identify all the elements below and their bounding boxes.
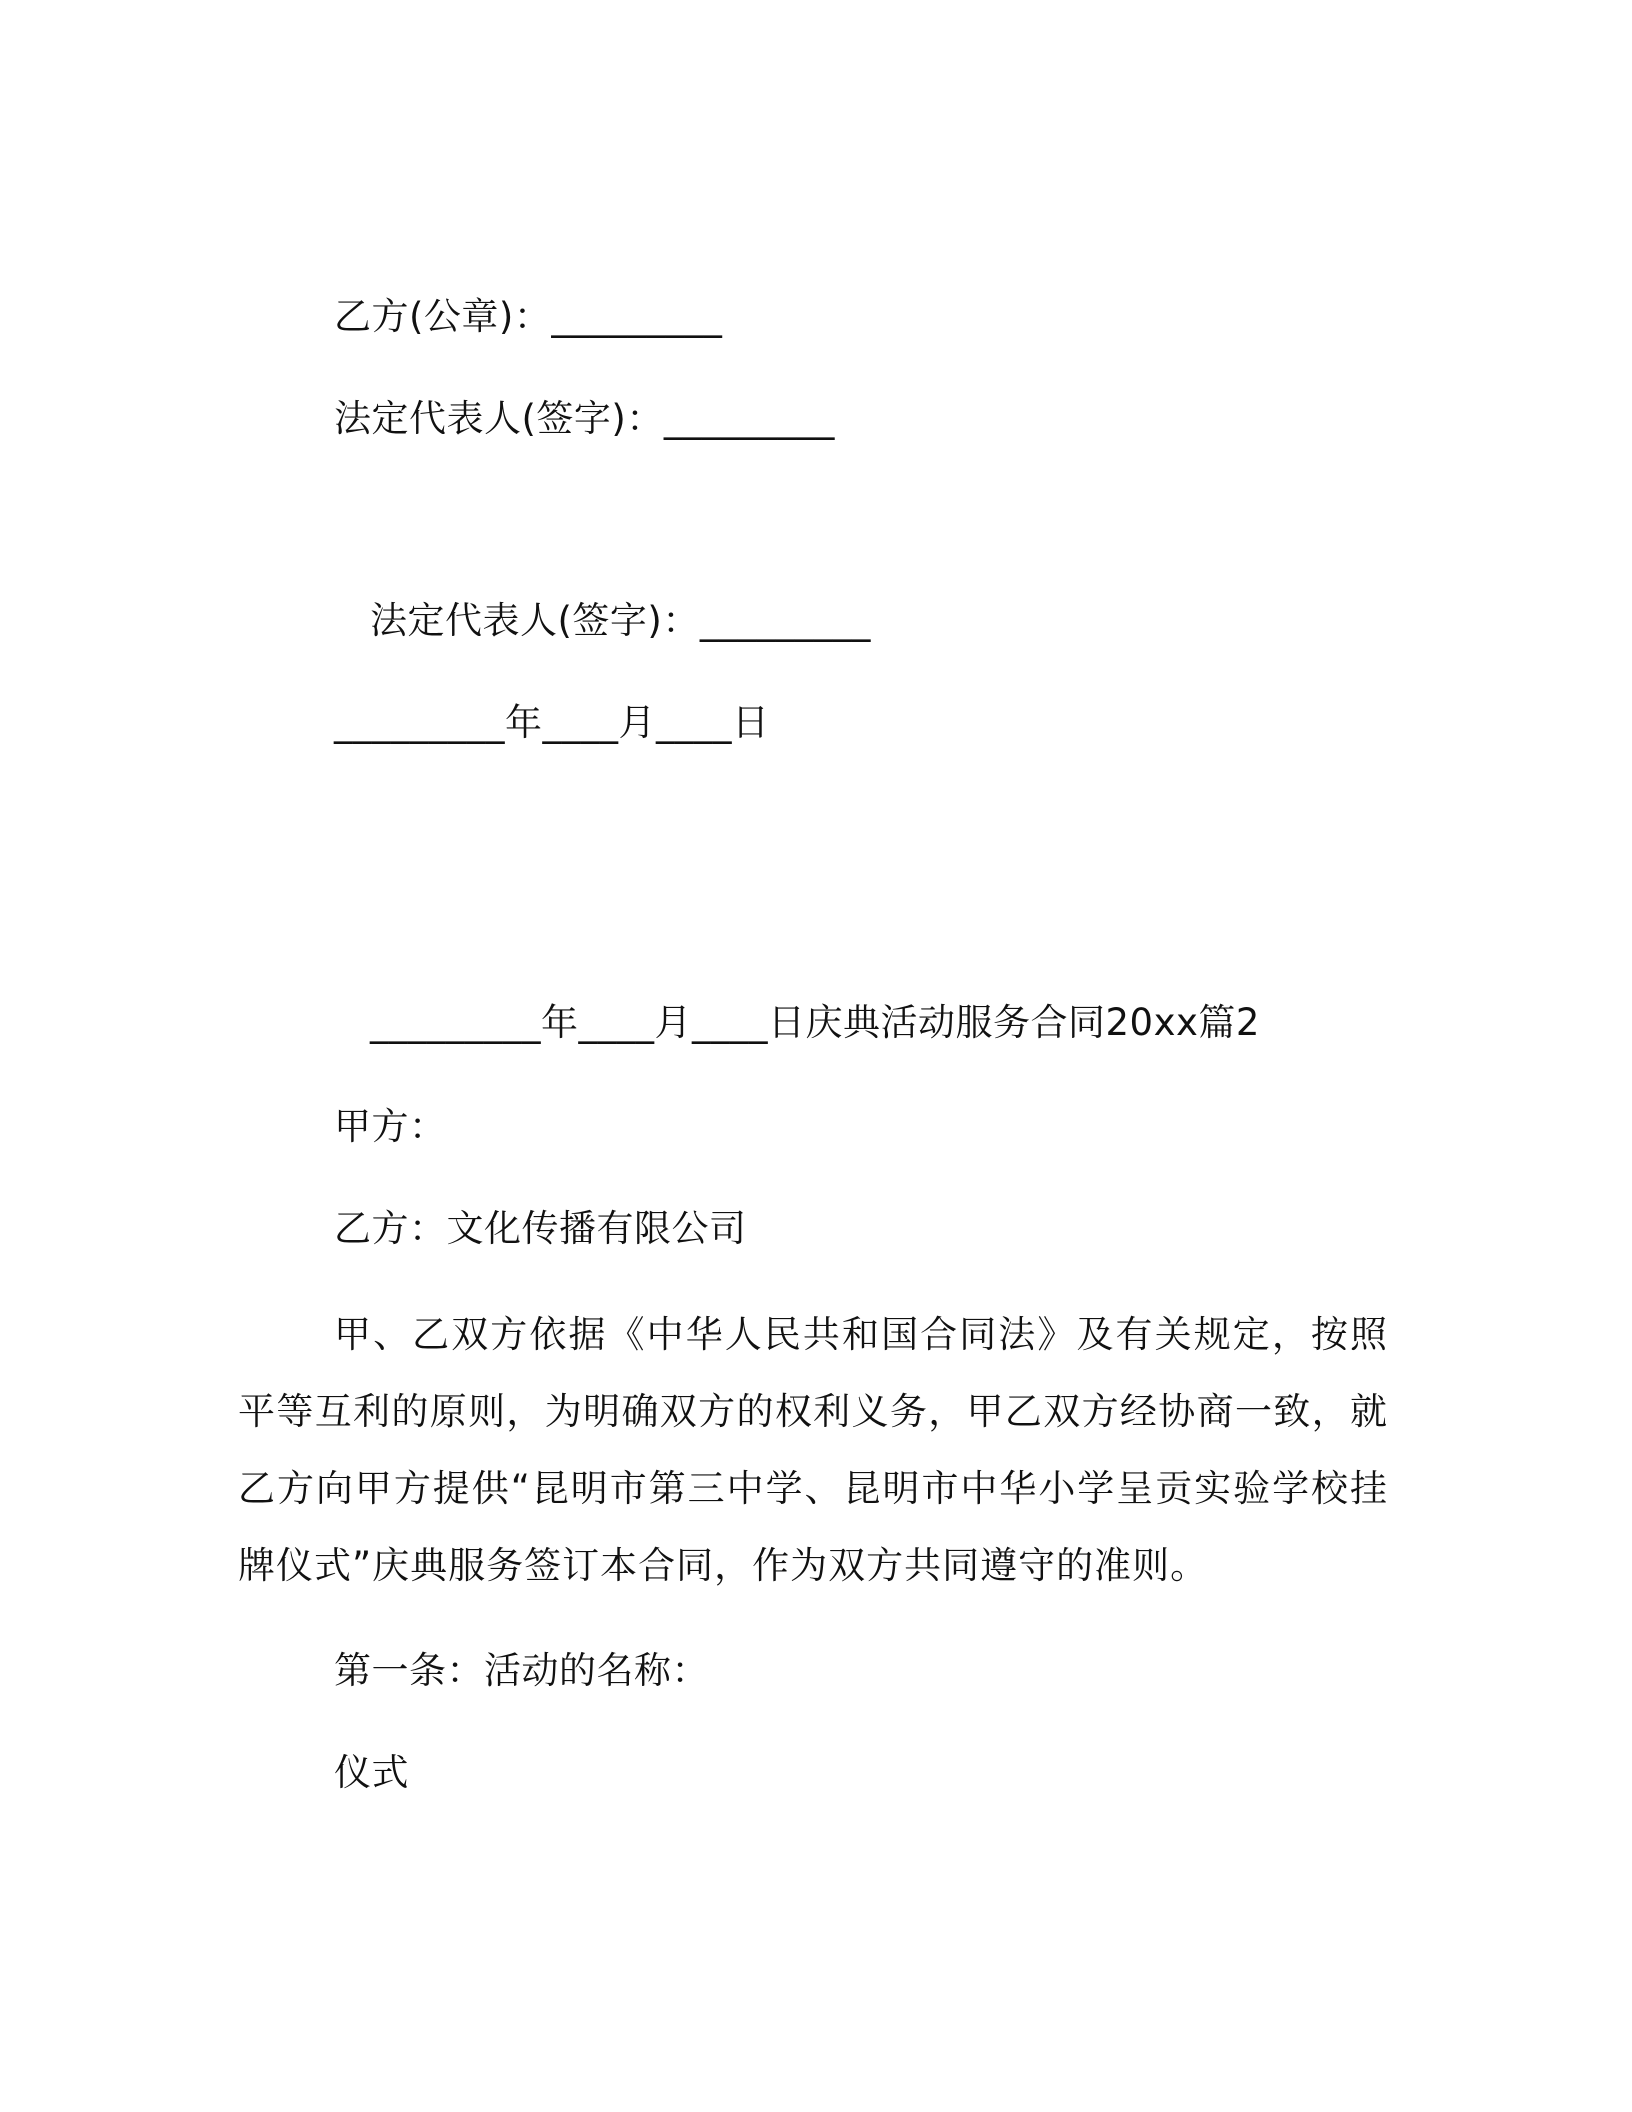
legal-rep-signature-line: 法定代表人(签字)：_________ — [370, 599, 871, 642]
party-b-line: 乙方：文化传播有限公司 — [334, 1207, 747, 1250]
contract-preamble: 甲、乙双方依据《中华人民共和国合同法》及有关规定，按照平等互利的原则，为明确双方的权利义务，甲乙双方经协商一致，就乙方向甲方提供“昆明市第三中学、昆明市中华小学呈贡实验学校挂牌仪式”庆典服务签订本合同，作为双方共同遵守的准则。 — [238, 1313, 1388, 1587]
contract-title: _________年____月____日庆典活动服务合同20xx篇2 — [370, 1001, 1260, 1044]
article-1-heading: 第一条：活动的名称： — [334, 1649, 709, 1692]
party-a-line: 甲方： — [334, 1105, 447, 1148]
article-1-content: 仪式 — [334, 1751, 409, 1794]
legal-rep-signature-line: 法定代表人(签字)：_________ — [334, 397, 835, 440]
signature-date-line: _________年____月____日 — [334, 701, 770, 744]
party-b-seal-line: 乙方(公章)：_________ — [334, 295, 723, 338]
